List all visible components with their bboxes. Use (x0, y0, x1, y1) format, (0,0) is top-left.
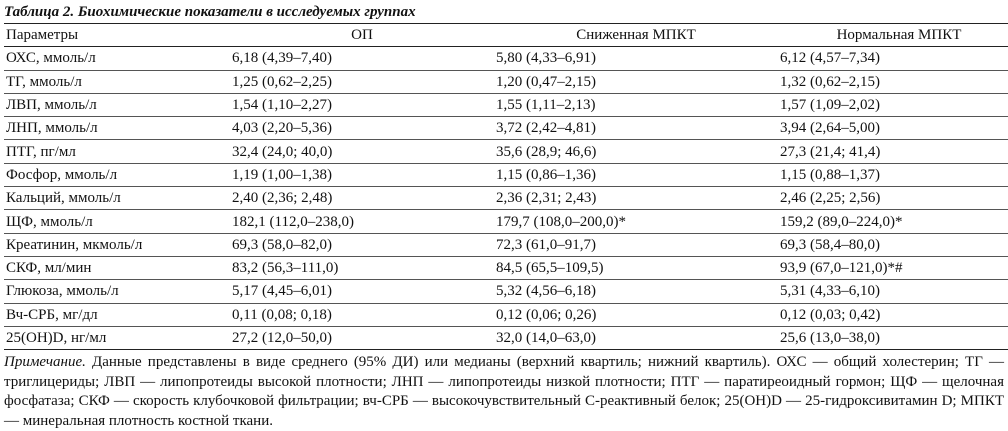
cell-op: 0,11 (0,08; 0,18) (232, 306, 332, 323)
header-normal-bmd: Нормальная МПКТ (836, 27, 962, 44)
header-op: ОП (351, 27, 373, 44)
cell-reduced-bmd: 1,20 (0,47–2,15) (496, 73, 596, 90)
cell-reduced-bmd: 32,0 (14,0–63,0) (496, 330, 596, 346)
cell-normal-bmd: 159,2 (89,0–224,0)* (780, 213, 903, 230)
cell-normal-bmd: 6,12 (4,57–7,34) (780, 50, 880, 67)
cell-reduced-bmd: 2,36 (2,31; 2,43) (496, 190, 597, 207)
cell-op: 5,17 (4,45–6,01) (232, 283, 332, 300)
table-row (4, 187, 1008, 210)
cell-reduced-bmd: 0,12 (0,06; 0,26) (496, 306, 597, 323)
cell-normal-bmd: 2,46 (2,25; 2,56) (780, 190, 881, 207)
cell-normal-bmd: 1,57 (1,09–2,02) (780, 97, 880, 114)
cell-reduced-bmd: 3,72 (2,42–4,81) (496, 120, 596, 137)
row-parameter: СКФ, мл/мин (6, 260, 92, 277)
table-row (4, 256, 1008, 279)
cell-normal-bmd: 0,12 (0,03; 0,42) (780, 306, 881, 323)
row-parameter: ЩФ, ммоль/л (6, 213, 93, 230)
footnote-text: Данные представлены в виде среднего (95% ДИ) или медианы (верхний квартиль; нижний квартиль). ОХС — общий холестерин; ТГ — триглицериды; ЛВП — липопротеиды высокой плотности; ЛНП — липопротеиды низкой плотности; ПТГ — паратиреоидный гормон; ЩФ — щелочная фосфатаза; СКФ — скорость клубочковой фильтрации; вч-СРБ — высокочувствительный С-реактивный белок; 25(OH)D — 25-гидроксивитамин D; МПКТ — минеральная плотность костной ткани. (4, 354, 1004, 429)
cell-normal-bmd: 93,9 (67,0–121,0)*# (780, 260, 903, 277)
table-row (4, 233, 1008, 256)
row-parameter: ЛНП, ммоль/л (6, 120, 98, 137)
cell-normal-bmd: 25,6 (13,0–38,0) (780, 330, 880, 346)
cell-op: 83,2 (56,3–111,0) (232, 260, 339, 277)
cell-normal-bmd: 1,15 (0,88–1,37) (780, 166, 880, 183)
table-header-row (4, 24, 1008, 47)
cell-reduced-bmd: 179,7 (108,0–200,0)* (496, 213, 626, 230)
cell-reduced-bmd: 35,6 (28,9; 46,6) (496, 143, 597, 160)
table-row (4, 117, 1008, 140)
cell-normal-bmd: 3,94 (2,64–5,00) (780, 120, 880, 137)
cell-reduced-bmd: 84,5 (65,5–109,5) (496, 260, 604, 277)
cell-op: 1,54 (1,10–2,27) (232, 97, 332, 114)
row-parameter: 25(OH)D, нг/мл (6, 330, 107, 346)
row-parameter: Кальций, ммоль/л (6, 190, 121, 207)
cell-reduced-bmd: 1,15 (0,86–1,36) (496, 166, 596, 183)
biochemistry-table (4, 23, 1008, 350)
cell-op: 2,40 (2,36; 2,48) (232, 190, 333, 207)
row-parameter: Вч-СРБ, мг/дл (6, 306, 98, 323)
cell-normal-bmd: 27,3 (21,4; 41,4) (780, 143, 881, 160)
table-row (4, 326, 1008, 349)
table-row (4, 140, 1008, 163)
footnote-label: Примечание. (4, 354, 86, 371)
cell-normal-bmd: 69,3 (58,4–80,0) (780, 236, 880, 253)
table-row (4, 210, 1008, 233)
cell-op: 4,03 (2,20–5,36) (232, 120, 332, 137)
table-row (4, 280, 1008, 303)
table-row (4, 303, 1008, 326)
cell-op: 1,19 (1,00–1,38) (232, 166, 332, 183)
table-row (4, 163, 1008, 186)
cell-op: 182,1 (112,0–238,0) (232, 213, 354, 230)
table-row (4, 93, 1008, 116)
document-page (4, 0, 1004, 431)
row-parameter: ТГ, ммоль/л (6, 73, 82, 90)
cell-reduced-bmd: 5,32 (4,56–6,18) (496, 283, 596, 300)
table-row (4, 47, 1008, 70)
cell-op: 69,3 (58,0–82,0) (232, 236, 332, 253)
row-parameter: ПТГ, пг/мл (6, 143, 76, 160)
table-caption-label: Таблица 2. (4, 4, 75, 20)
row-parameter: ОХС, ммоль/л (6, 50, 96, 67)
header-reduced-bmd: Сниженная МПКТ (576, 27, 696, 44)
table-caption (4, 3, 1004, 23)
table-caption-title: Биохимические показатели в исследуемых группах (77, 4, 416, 20)
row-parameter: ЛВП, ммоль/л (6, 97, 97, 114)
row-parameter: Глюкоза, ммоль/л (6, 283, 119, 300)
row-parameter: Фосфор, ммоль/л (6, 166, 118, 183)
cell-op: 32,4 (24,0; 40,0) (232, 143, 333, 160)
cell-normal-bmd: 5,31 (4,33–6,10) (780, 283, 880, 300)
table-row (4, 70, 1008, 93)
cell-normal-bmd: 1,32 (0,62–2,15) (780, 73, 880, 90)
header-parameters: Параметры (6, 27, 79, 44)
cell-op: 27,2 (12,0–50,0) (232, 330, 332, 346)
row-parameter: Креатинин, мкмоль/л (6, 236, 143, 253)
cell-op: 1,25 (0,62–2,25) (232, 73, 332, 90)
cell-op: 6,18 (4,39–7,40) (232, 50, 332, 67)
table-footnote (4, 353, 1004, 431)
cell-reduced-bmd: 5,80 (4,33–6,91) (496, 50, 596, 67)
cell-reduced-bmd: 1,55 (1,11–2,13) (496, 97, 596, 114)
cell-reduced-bmd: 72,3 (61,0–91,7) (496, 236, 596, 253)
